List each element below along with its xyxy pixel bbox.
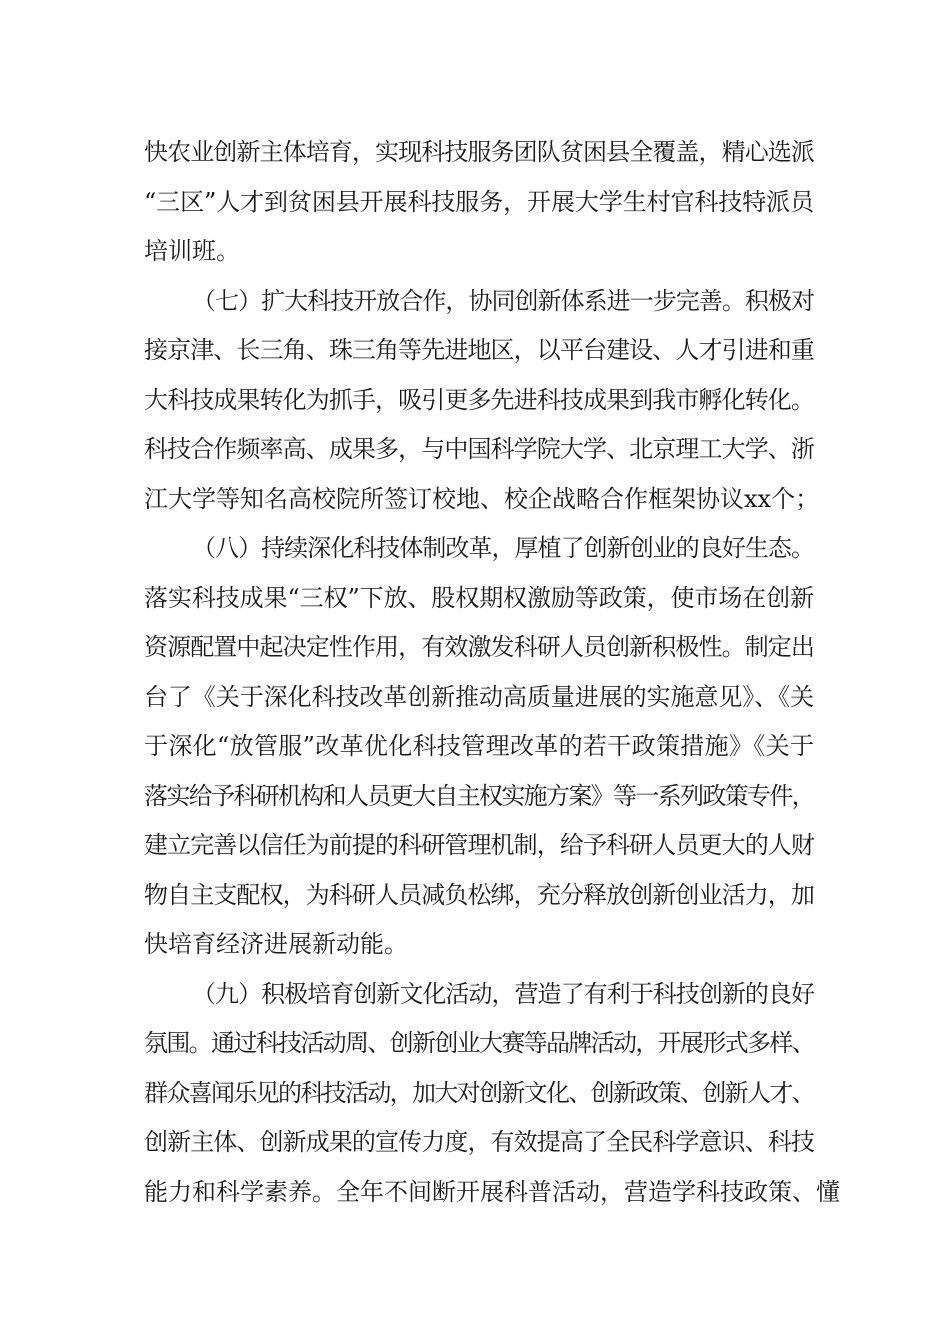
text-line: 创新主体、创新成果的宣传力度，有效提高了全民科学意识、科技 (144, 1128, 814, 1156)
text-line: 培训班。 (144, 237, 240, 265)
text-line: 落实给予科研机构和人员更大自主权实施方案》等一系列政策专件， (144, 781, 814, 810)
text-line: 氛围。通过科技活动周、创新创业大赛等品牌活动，开展形式多样、 (144, 1029, 814, 1057)
document-body (144, 128, 840, 1217)
text-line: 大科技成果转化为抓手，吸引更多先进科技成果到我市孵化转化。 (144, 385, 814, 414)
text-line: 于深化“放管服”改革优化科技管理改革的若干政策措施》《关于 (144, 732, 815, 760)
text-line: 建立完善以信任为前提的科研管理机制，给予科研人员更大的人财 (144, 831, 814, 859)
text-line: 能力和科学素养。全年不间断开展科普活动，营造学科技政策、懂 (144, 1177, 840, 1206)
text-line: 落实科技成果“三权”下放、股权期权激励等政策，使市场在创新 (144, 583, 814, 612)
text-line: 江大学等知名高校院所签订校地、校企战略合作框架协议xx个； (144, 484, 820, 513)
paragraph-first-line: （八）持续深化科技体制改革，厚植了创新创业的良好生态。 (192, 534, 814, 562)
text-line: 接京津、长三角、珠三角等先进地区，以平台建设、人才引进和重 (144, 336, 814, 364)
text-line: 科技合作频率高、成果多，与中国科学院大学、北京理工大学、浙 (144, 435, 814, 463)
paragraph-first-line: （七）扩大科技开放合作，协同创新体系进一步完善。积极对 (192, 286, 814, 315)
text-line: 快培育经济进展新动能。 (144, 930, 408, 958)
paragraph-first-line: （九）积极培育创新文化活动，营造了有利于科技创新的良好 (192, 979, 814, 1008)
text-line: 资源配置中起决定性作用，有效激发科研人员创新积极性。制定出 (144, 633, 814, 661)
text-line: 台了《关于深化科技改革创新推动高质量进展的实施意见》、《关 (144, 682, 814, 711)
text-line: “三区”人才到贫困县开展科技服务，开展大学生村官科技特派员 (144, 187, 814, 216)
text-line: 快农业创新主体培育，实现科技服务团队贫困县全覆盖，精心选派 (144, 138, 814, 166)
text-line: 物自主支配权，为科研人员减负松绑，充分释放创新创业活力，加 (144, 880, 814, 909)
text-line: 群众喜闻乐见的科技活动，加大对创新文化、创新政策、创新人才、 (144, 1078, 814, 1107)
